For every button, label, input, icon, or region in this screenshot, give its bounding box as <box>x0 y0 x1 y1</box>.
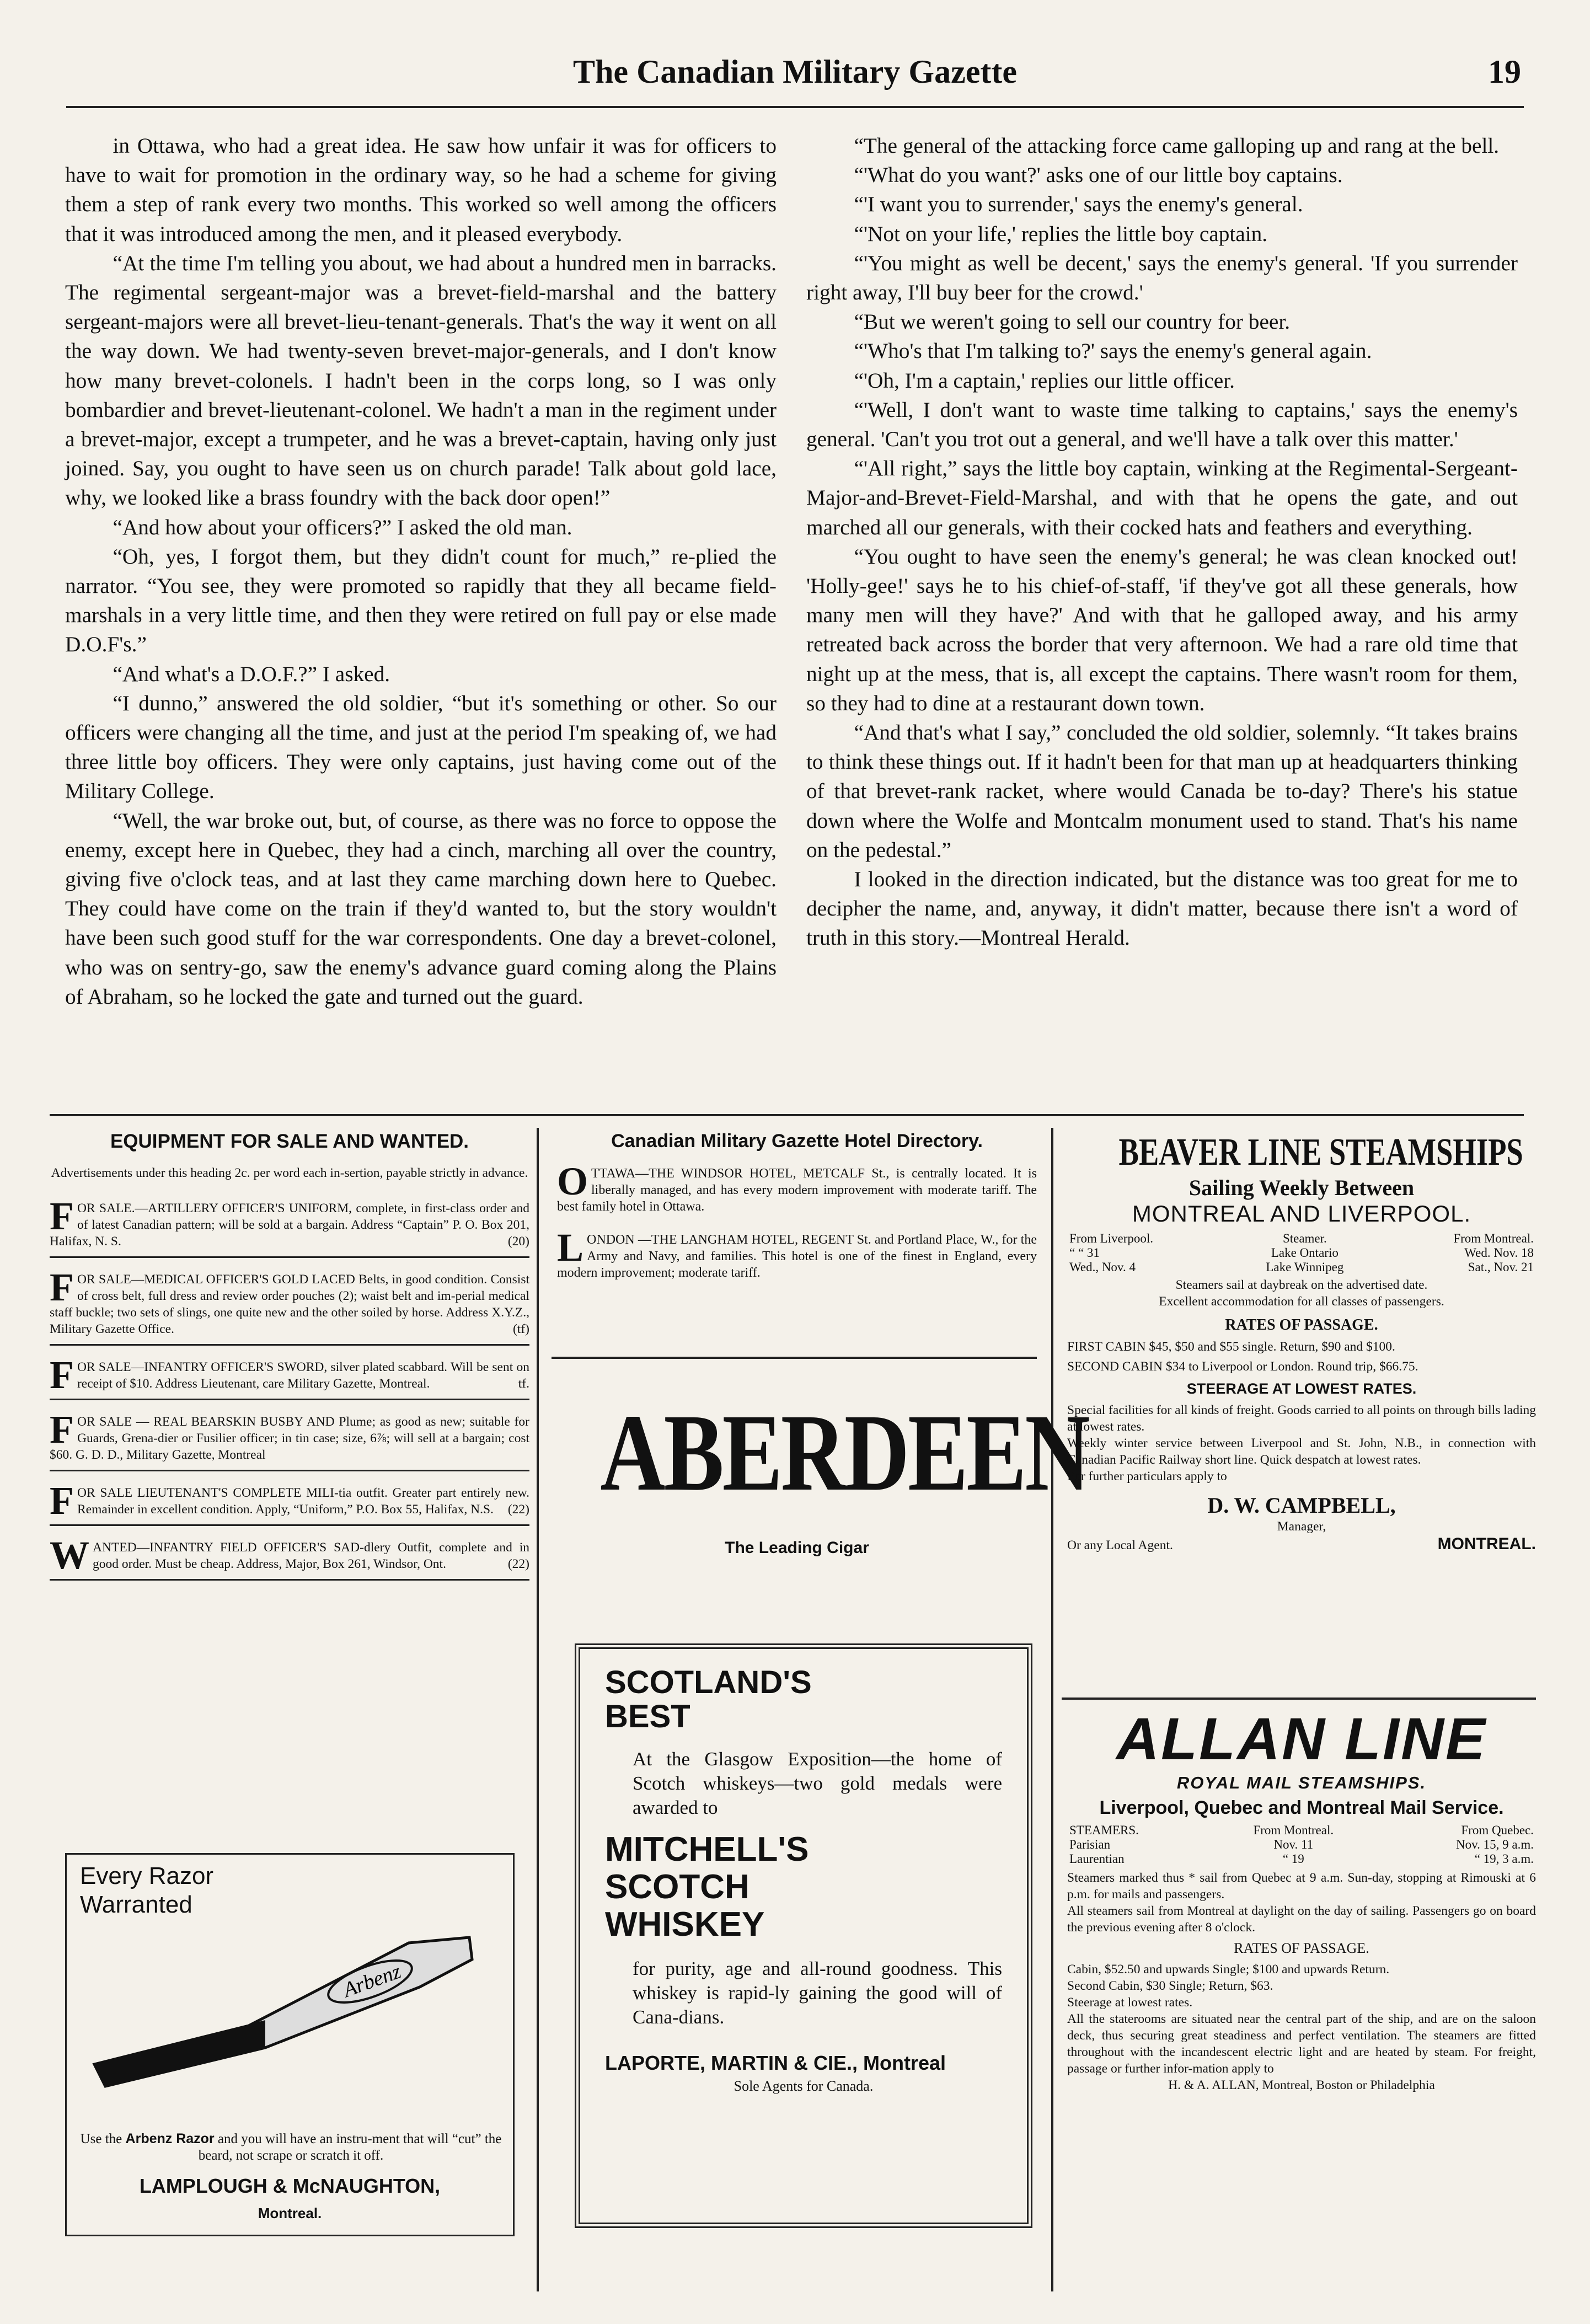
story-paragraph: “'Not on your life,' replies the little boy captain. <box>854 221 1268 246</box>
allan-route: Liverpool, Quebec and Montreal Mail Service. <box>1099 1797 1504 1818</box>
allan-line-ad <box>1067 1704 1536 2093</box>
beaver-city: MONTREAL. <box>1437 1535 1536 1553</box>
story-paragraph: “'Oh, I'm a captain,' replies our little officer. <box>854 368 1235 393</box>
beaver-first-cabin: FIRST CABIN $45, $50 and $55 single. Return, $90 and $100. <box>1067 1340 1395 1354</box>
beaver-schedule-table <box>1067 1231 1536 1275</box>
classified-ref: tf. <box>518 1377 529 1391</box>
aberdeen-ad <box>557 1390 1089 1557</box>
classified-initial: W <box>50 1534 89 1577</box>
classified-ref: (tf) <box>512 1322 529 1336</box>
allan-row-montreal: “ 19 <box>1282 1852 1304 1866</box>
hotel-text: TTAWA—THE WINDSOR HOTEL, METCALF St., is centrally located. It is liberally managed, and has every modern improvement with moderate tariff. The best family hotel in Ottawa. <box>557 1166 1037 1214</box>
allan-schedule-table <box>1067 1823 1536 1866</box>
beaver-row-from_m: Wed. Nov. 18 <box>1464 1246 1534 1260</box>
beaver-second-cabin: SECOND CABIN $34 to Liverpool or London. Round trip, $66.75. <box>1067 1359 1418 1374</box>
classified-ad <box>50 1408 529 1471</box>
hotel-entry <box>557 1231 1037 1281</box>
hotel-directory <box>557 1131 1037 1298</box>
razor-company: LAMPLOUGH & McNAUGHTON, <box>139 2175 441 2197</box>
beaver-row-from_l: Wed., Nov. 4 <box>1069 1260 1136 1274</box>
classified-ad <box>50 1195 529 1258</box>
razor-brand-engraving: Arbenz <box>340 1959 404 2002</box>
allan-row-montreal: Nov. 11 <box>1273 1838 1314 1851</box>
allan-row-quebec: Nov. 15, 9 a.m. <box>1456 1838 1534 1851</box>
story-paragraph: “'What do you want?' asks one of our little boy captains. <box>854 163 1343 188</box>
whiskey-intro: At the Glasgow Exposition—the home of Scotch whiskeys—two gold medals were awarded to <box>633 1748 1002 1818</box>
allan-col-montreal: From Montreal. <box>1253 1823 1334 1837</box>
beaver-row-steamer: Lake Ontario <box>1271 1246 1339 1260</box>
story-paragraph: “'You might as well be decent,' says the enemy's general. 'If you surrender right away, I'll buy beer for the crowd.' <box>806 250 1518 305</box>
hotel-list <box>557 1165 1037 1281</box>
classified-text: OR SALE.—ARTILLERY OFFICER'S UNIFORM, complete, in first-class order and of latest Canadian pattern; will be sold at a bargain. Address “Captain” P. O. Box 201, Halifax, N. S. <box>50 1201 529 1249</box>
allan-row <box>1067 1838 1536 1852</box>
story-right-column <box>806 131 1518 953</box>
story-paragraph: “Well, the war broke out, but, of course, as there was no force to oppose the enemy, except here in Quebec, they had a cinch, marching all over the country, giving five o'clock teas, and at last they came marching down here to Quebec. They could have come on the train if they'd wanted to, but the story wouldn't have been such good stuff for the war correspondents. One day a brevet-colonel, who was on sentry-go, saw the enemy's advance guard coming along the Plains of Abraham, so he locked the gate and turned out the guard. <box>65 808 777 1009</box>
classified-initial: F <box>50 1353 74 1397</box>
allan-title: ALLAN LINE <box>1116 1705 1487 1772</box>
allan-col-quebec: From Quebec. <box>1461 1823 1534 1837</box>
allan-row-quebec: “ 19, 3 a.m. <box>1474 1852 1534 1866</box>
classified-initial: F <box>50 1266 74 1309</box>
classified-text: OR SALE — REAL BEARSKIN BUSBY AND Plume; as good as new; suitable for Guards, Grena-dier or Fusilier officer; in tin case; size, 6⅞; will sell at a bargain; cost $60. G. D. D., Military Gazette, Montreal <box>50 1415 529 1462</box>
beaver-facilities: Special facilities for all kinds of freight. Goods carried to all points on through bills lading at lowest rates. <box>1067 1403 1536 1434</box>
whiskey-body: for purity, age and all-round goodness. This whiskey is rapid-ly gaining the good will of Cana-dians. <box>633 1958 1002 2028</box>
razor-headline-2: Warranted <box>80 1891 192 1918</box>
beaver-note-2: Excellent accommodation for all classes of passengers. <box>1159 1294 1444 1309</box>
classified-text: OR SALE LIEUTENANT'S COMPLETE MILI-tia outfit. Greater part entirely new. Remainder in excellent condition. Apply, “Uniform,” P.O. Box 55, Halifax, N.S. <box>77 1486 529 1517</box>
story-paragraph: in Ottawa, who had a great idea. He saw how unfair it was for officers to have to wait for promotion in the ordinary way, so he had a scheme for giving them a step of rank every two months. This worked so well among the officers that it was introduced among the men, and it pleased everybody. <box>65 133 777 246</box>
allan-col-steamers: STEAMERS. <box>1069 1823 1139 1837</box>
hotel-divider <box>552 1357 1037 1359</box>
allan-staterooms: All the staterooms are situated near the central part of the ship, and are on the saloon deck, thus securing great steadiness and perfect ventilation. The steamers are fitted throughout with the incandescent electric light and are heated by steam. For freight, passage or further infor-mation apply to <box>1067 2012 1536 2076</box>
whiskey-product-line: WHISKEY <box>605 1905 765 1943</box>
razor-ad <box>65 1853 515 2236</box>
classified-ref: (22) <box>507 1502 529 1517</box>
page-header-title: The Canadian Military Gazette <box>573 53 1017 90</box>
header-rule <box>66 106 1524 108</box>
classified-initial: F <box>50 1408 74 1452</box>
classifieds-note: Advertisements under this heading 2c. per word each in-sertion, payable strictly in advance. <box>51 1166 528 1180</box>
beaver-row <box>1067 1246 1536 1260</box>
story-left-column <box>65 131 777 1011</box>
whiskey-agent: LAPORTE, MARTIN & CIE., Montreal <box>605 2052 946 2074</box>
beaver-title: BEAVER LINE STEAMSHIPS <box>1118 1131 1523 1174</box>
allan-row-steamer: Parisian <box>1069 1838 1111 1851</box>
beaver-line-ad <box>1067 1131 1536 1554</box>
classified-ad <box>50 1479 529 1526</box>
beaver-col-from-liverpool: From Liverpool. <box>1069 1231 1154 1245</box>
razor-illustration <box>83 1921 497 2103</box>
beaver-row-from_m: Sat., Nov. 21 <box>1468 1260 1534 1274</box>
beaver-row-steamer: Lake Winnipeg <box>1266 1260 1344 1274</box>
story-paragraph: “But we weren't going to sell our country for beer. <box>854 309 1291 334</box>
hotel-directory-heading: Canadian Military Gazette Hotel Directory. <box>611 1131 983 1152</box>
allan-row <box>1067 1852 1536 1866</box>
beaver-row-from_l: “ “ 31 <box>1069 1246 1100 1260</box>
beaver-particulars: For further particulars apply to <box>1067 1469 1227 1484</box>
beaver-col-from-montreal: From Montreal. <box>1453 1231 1534 1245</box>
beaver-contact: D. W. CAMPBELL, <box>1207 1493 1396 1518</box>
beaver-route: MONTREAL AND LIVERPOOL. <box>1132 1201 1471 1227</box>
classified-ref: (20) <box>507 1234 529 1249</box>
beaver-subtitle: Sailing Weekly Between <box>1189 1175 1415 1200</box>
aberdeen-name: ABERDEEN <box>600 1392 1089 1514</box>
beaver-winter: Weekly winter service between Liverpool and St. John, N.B., in connection with Canadian Pacific Railway short line. Quick despatch at lowest rates. <box>1067 1436 1536 1467</box>
razor-body: Use the Arbenz Razor and you will have an instru-ment that will “cut” the beard, not scrape or scratch it off. <box>80 2131 502 2163</box>
classified-text: OR SALE—MEDICAL OFFICER'S GOLD LACED Belts, in good condition. Consist of cross belt, full dress and review order pouches (2); waist belt and im-perial medical staff buckle; two sets of slings, one quite new and the other soiled by horse. Address X.Y.Z., Military Gazette Office. <box>50 1272 529 1336</box>
whiskey-headline-line: SCOTLAND'S <box>605 1664 812 1700</box>
beaver-steerage: STEERAGE AT LOWEST RATES. <box>1186 1380 1417 1397</box>
allan-note-2: All steamers sail from Montreal at daylight on the day of sailing. Passengers go on board the previous evening after 8 o'clock. <box>1067 1904 1536 1935</box>
ad-column-divider-2 <box>1051 1128 1053 2291</box>
razor-headline-1: Every Razor <box>80 1862 214 1889</box>
classifieds-heading: EQUIPMENT FOR SALE AND WANTED. <box>110 1131 469 1152</box>
allan-subtitle: ROYAL MAIL STEAMSHIPS. <box>1176 1773 1427 1792</box>
hotel-entry <box>557 1165 1037 1215</box>
aberdeen-tagline: The Leading Cigar <box>725 1539 869 1557</box>
whiskey-agent-note: Sole Agents for Canada. <box>734 2078 874 2094</box>
story-paragraph: “'I want you to surrender,' says the enemy's general. <box>854 192 1303 217</box>
beaver-local-agent: Or any Local Agent. <box>1067 1538 1173 1552</box>
story-paragraph: “I dunno,” answered the old soldier, “but it's something or other. So our officers were changing all the time, and just at the period I'm speaking of, we had three little boy officers. They were only captains, just having come out of the Military College. <box>65 690 777 804</box>
story-paragraph: “'Who's that I'm talking to?' says the enemy's general again. <box>854 339 1372 363</box>
whiskey-headline <box>605 1666 1002 1734</box>
beaver-row <box>1067 1260 1536 1275</box>
classified-ad <box>50 1266 529 1346</box>
classified-initial: F <box>50 1195 74 1238</box>
classified-initial: F <box>50 1479 74 1523</box>
hotel-initial: L <box>557 1231 584 1270</box>
beaver-col-steamer: Steamer. <box>1282 1231 1327 1245</box>
allan-row-steamer: Laurentian <box>1069 1852 1125 1866</box>
whiskey-product-line: SCOTCH <box>605 1868 750 1906</box>
classified-ad <box>50 1534 529 1581</box>
beaver-allan-divider <box>1062 1698 1536 1700</box>
classified-text: OR SALE—INFANTRY OFFICER'S SWORD, silver plated scabbard. Will be sent on receipt of $10. Address Lieutenant, care Military Gazette, Montreal. <box>77 1360 529 1391</box>
allan-contact: H. & A. ALLAN, Montreal, Boston or Philadelphia <box>1168 2078 1435 2092</box>
page-number: 19 <box>1488 53 1521 90</box>
beaver-note-1: Steamers sail at daybreak on the advertised date. <box>1175 1278 1428 1292</box>
story-paragraph: “'All right,” says the little boy captain, winking at the Regimental-Sergeant-Major-and-Brevet-Field-Marshal, and with that he opens the gate, and out marched all our generals, with their cocked hats and feathers and everything. <box>806 456 1518 539</box>
section-divider <box>50 1114 1524 1116</box>
story-paragraph: “At the time I'm telling you about, we had about a hundred men in barracks. The regimental sergeant-major was a brevet-field-marshal and the battery sergeant-majors were all brevet-lieu-tenant-generals. That's the way it went on all the way down. We had twenty-seven brevet-major-generals, and I don't know how many brevet-colonels. I hadn't been in the corps long, so I was only bombardier and brevet-lieutenant-colonel. We hadn't a man in the regiment under a brevet-major, except a trumpeter, and he was a brevet-captain, having only just joined. Say, you ought to have seen us on church parade! Talk about gold lace, why, we looked like a brass foundry with the back door open!” <box>65 250 777 510</box>
razor-city: Montreal. <box>258 2205 322 2221</box>
story-paragraph: “You ought to have seen the enemy's general; he was clean knocked out! 'Holly-gee!' says he to his chief-of-staff, 'if they've got all these generals, how many men will they have?' And with that he galloped away, and his army retreated back across the border that very afternoon. We had a rare old time that night up at the mess, that is, all except the captains. There wasn't room for them, so they had to dine at a restaurant down town. <box>806 544 1518 715</box>
story-paragraph: “The general of the attacking force came galloping up and rang at the bell. <box>854 133 1500 158</box>
allan-steerage: Steerage at lowest rates. <box>1067 1995 1193 2010</box>
whiskey-product-line: MITCHELL'S <box>605 1830 809 1868</box>
story-paragraph: “And how about your officers?” I asked the old man. <box>113 515 572 539</box>
allan-note-1: Steamers marked thus * sail from Quebec at 9 a.m. Sun-day, stopping at Rimouski at 6 p.m. for mails and passengers. <box>1067 1871 1536 1902</box>
whiskey-ad <box>575 1643 1032 2228</box>
whiskey-headline-line: BEST <box>605 1699 690 1734</box>
hotel-initial: O <box>557 1165 588 1203</box>
beaver-role: Manager, <box>1277 1519 1326 1534</box>
classified-ref: (22) <box>507 1557 529 1571</box>
classifieds-section <box>50 1131 529 1588</box>
allan-second-cabin: Second Cabin, $30 Single; Return, $63. <box>1067 1979 1273 1993</box>
allan-rates-heading: RATES OF PASSAGE. <box>1234 1940 1369 1956</box>
beaver-rates-heading: RATES OF PASSAGE. <box>1225 1316 1378 1334</box>
story-paragraph: “And what's a D.O.F.?” I asked. <box>113 661 390 686</box>
story-paragraph: “And that's what I say,” concluded the old soldier, solemnly. “It takes brains to think these things out. If it hadn't been for that man up at headquarters thinking of that brevet-rank racket, where would Canada be to-day? There's his statue down where the Wolfe and Montcalm monument used to stand. That's his name on the pedestal.” <box>806 720 1518 862</box>
story-paragraph: I looked in the direction indicated, but the distance was too great for me to decipher the name, and, anyway, it didn't matter, because there isn't a word of truth in this story.—Montreal Herald. <box>806 867 1518 950</box>
ad-column-divider-1 <box>537 1128 539 2291</box>
story-paragraph: “Oh, yes, I forgot them, but they didn't count for much,” re-plied the narrator. “You see, they were promoted so rapidly that they all became field-marshals in a very little time, and then they were retired on full pay or else made D.O.F's.” <box>65 544 777 657</box>
whiskey-product <box>605 1831 1002 1943</box>
allan-cabin: Cabin, $52.50 and upwards Single; $100 and upwards Return. <box>1067 1962 1390 1977</box>
classified-ad <box>50 1353 529 1400</box>
classifieds-list <box>50 1195 529 1581</box>
classified-text: ANTED—INFANTRY FIELD OFFICER'S SAD-dlery Outfit, complete and in good order. Must be cheap. Address, Major, Box 261, Windsor, Ont. <box>93 1540 529 1571</box>
story-paragraph: “'Well, I don't want to waste time talking to captains,' says the enemy's general. 'Can't you trot out a general, and we'll have a talk over this matter.' <box>806 397 1518 452</box>
hotel-text: ONDON —THE LANGHAM HOTEL, REGENT St. and Portland Place, W., for the Army and Navy, and families. This hotel is one of the finest in England, every modern improvement; moderate tariff. <box>557 1233 1037 1280</box>
